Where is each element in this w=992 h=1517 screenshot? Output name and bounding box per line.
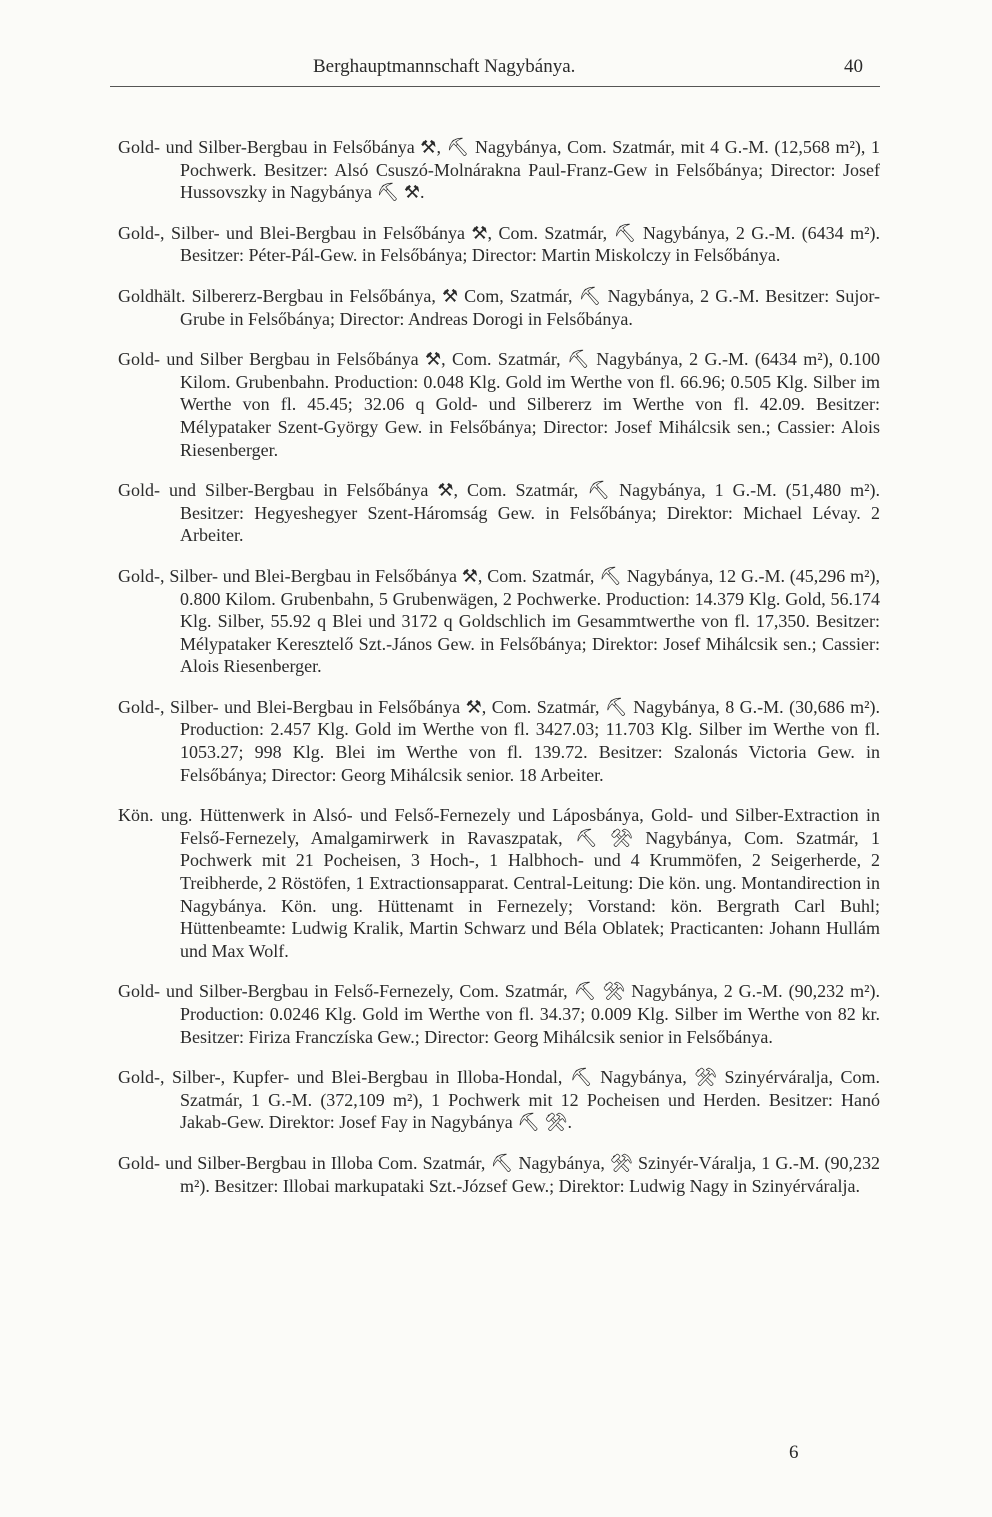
entry-lead: Gold- [118, 480, 160, 501]
entry-text: Silber- und Blei-Bergbau in Felsőbánya ⚒, Com. Szatmár, ⛏ Nagybánya, 12 G.-M. (45,296 m²), 0.800 Kilom. Grubenbahn, 5 Grubenwägen, 2 Pochwerke. Production: 14.379 Klg. Gold, 56.174 Klg. Silber, 55.92 q Blei und 3172 q Goldschlich im Gesammtwerthe von fl. 17,350. Besitzer: Mélypataker Keresztelő Szt.-János Gew. in Felsőbánya; Direktor: Josef Mihálcsik sen.; Cassier: Alois Riesenberger. [169, 565, 881, 677]
header-rule [110, 86, 880, 87]
page-number: 40 [844, 56, 863, 77]
entry-text: Silber- und Blei-Bergbau in Felsőbánya ⚒, Com. Szatmár, ⛏ Nagybánya, 2 G.-M. (6434 m²). Besitzer: Péter-Pál-Gew. in Felsőbánya; Director: Martin Miskolczy in Felsőbánya. [170, 222, 881, 266]
entry-lead: Gold-, [118, 696, 165, 717]
entry-1 [118, 136, 880, 204]
entry-11 [118, 1152, 880, 1197]
entry-6 [118, 565, 880, 678]
entry-lead: Gold-, [118, 222, 165, 243]
entry-text: Silber- und Blei-Bergbau in Felsőbánya ⚒, Com. Szatmár, ⛏ Nagybánya, 8 G.-M. (30,686 m²). Production: 2.457 Klg. Gold im Werthe von fl. 3427.03; 11.703 Klg. Silber im Werthe von fl. 1053.27; 998 Klg. Blei im Werthe von fl. 139.72. Besitzer: Szalonás Victoria Gew. in Felsőbánya; Director: Georg Mihálcsik senior. 18 Arbeiter. [169, 696, 881, 785]
entry-lead: Gold- [118, 349, 160, 370]
entry-text: Silbererz-Bergbau in Felsőbánya, ⚒ Com, Szatmár, ⛏ Nagybánya, 2 G.-M. Besitzer: Sujor-Grube in Felsőbánya; Director: Andreas Dorogi in Felsőbánya. [180, 285, 880, 329]
entry-lead: Gold-, [118, 1067, 165, 1088]
entry-text: und Silber-Bergbau in Felsőbánya ⚒, Com. Szatmár, ⛏ Nagybánya, 1 G.-M. (51,480 m²). Besitzer: Hegyeshegyer Szent-Háromság Gew. in Felsőbánya; Direktor: Michael Lévay. 2 Arbeiter. [169, 480, 880, 546]
entry-lead: Goldhält. [118, 285, 186, 306]
entry-8 [118, 804, 880, 962]
entry-text: und Silber-Bergbau in Felső-Fernezely, Com. Szatmár, ⛏ ⚒ Nagybánya, 2 G.-M. (90,232 m²). Production: 0.0246 Klg. Gold im Werthe von fl. 34.37; 0.009 Klg. Silber im Werthe von 82 kr. Besitzer: Firiza Franczíska Gew.; Director: Georg Mihálcsik senior in Felsőbánya. [165, 981, 880, 1047]
entry-3 [118, 285, 880, 330]
entry-9 [118, 980, 880, 1048]
entry-lead: Gold-, [118, 565, 165, 586]
entry-text: und Silber Bergbau in Felsőbánya ⚒, Com. Szatmár, ⛏ Nagybánya, 2 G.-M. (6434 m²), 0.100 Kilom. Grubenbahn. Production: 0.048 Klg. Gold im Werthe von fl. 66.96; 0.505 Klg. Silber im Werthe von fl. 45.45; 32.06 q Gold- und Silbererz im Werthe von fl. 42.09. Besitzer: Mélypataker Szent-György Gew. in Felsőbánya; Director: Josef Mihálcsik sen.; Cassier: Alois Riesenberger. [166, 349, 881, 460]
entry-lead: Gold- [118, 981, 160, 1002]
entry-text: Silber-, Kupfer- und Blei-Bergbau in Illoba-Hondal, ⛏ Nagybánya, ⚒ Szinyérváralja, Com. Szatmár, 1 G.-M. (372,109 m²), 1 Pochwerk mit 12 Pocheisen und Herden. Besitzer: Hanó Jakab-Gew. Direktor: Josef Fay in Nagybánya ⛏ ⚒. [172, 1067, 881, 1133]
entry-text: und Silber-Bergbau in Illoba Com. Szatmár, ⛏ Nagybánya, ⚒ Szinyér-Váralja, 1 G.-M. (90,232 m²). Besitzer: Illobai markupataki Szt.-József Gew.; Direktor: Ludwig Nagy in Szinyérváralja. [165, 1152, 881, 1196]
entry-lead: Gold- [118, 1152, 160, 1173]
entry-7 [118, 696, 880, 786]
entry-list [118, 118, 880, 1208]
entry-4 [118, 348, 880, 461]
entry-lead: Kön. [118, 805, 154, 826]
entry-10 [118, 1066, 880, 1134]
entry-2 [118, 222, 880, 267]
entry-5 [118, 479, 880, 547]
entry-lead: Gold- [118, 137, 160, 157]
running-header [0, 56, 992, 82]
header-title: Berghauptmannschaft Nagybánya. [313, 56, 576, 77]
entry-text: ung. Hüttenwerk in Alsó- und Felső-Fernezely und Láposbánya, Gold- und Silber-Extraction in Felső-Fernezely, Amalgamirwerk in Ravaszpatak, ⛏ ⚒ Nagybánya, Com. Szatmár, 1 Pochwerk mit 21 Pocheisen, 3 Hoch-, 1 Halbhoch- und 4 Krummöfen, 2 Seigerherde, 2 Treibherde, 2 Röstöfen, 1 Extractionsapparat. Central-Leitung: Die kön. ung. Montandirection in Nagybánya. Kön. ung. Hüttenamt in Fernezely; Vorstand: kön. Bergrath Carl Buhl; Hüttenbeamte: Ludwig Kralik, Martin Schwarz und Béla Oblatek; Practicanten: Johann Hullám und Max Wolf. [160, 805, 880, 961]
entry-text: und Silber-Bergbau in Felsőbánya ⚒, ⛏ Nagybánya, Com. Szatmár, mit 4 G.-M. (12,568 m²), 1 Pochwerk. Besitzer: Alsó Csuszó-Molnárakna Paul-Franz-Gew in Felsőbánya; Director: Josef Hussovszky in Nagybánya ⛏ ⚒. [165, 137, 880, 203]
folio-number: 6 [789, 1442, 799, 1463]
